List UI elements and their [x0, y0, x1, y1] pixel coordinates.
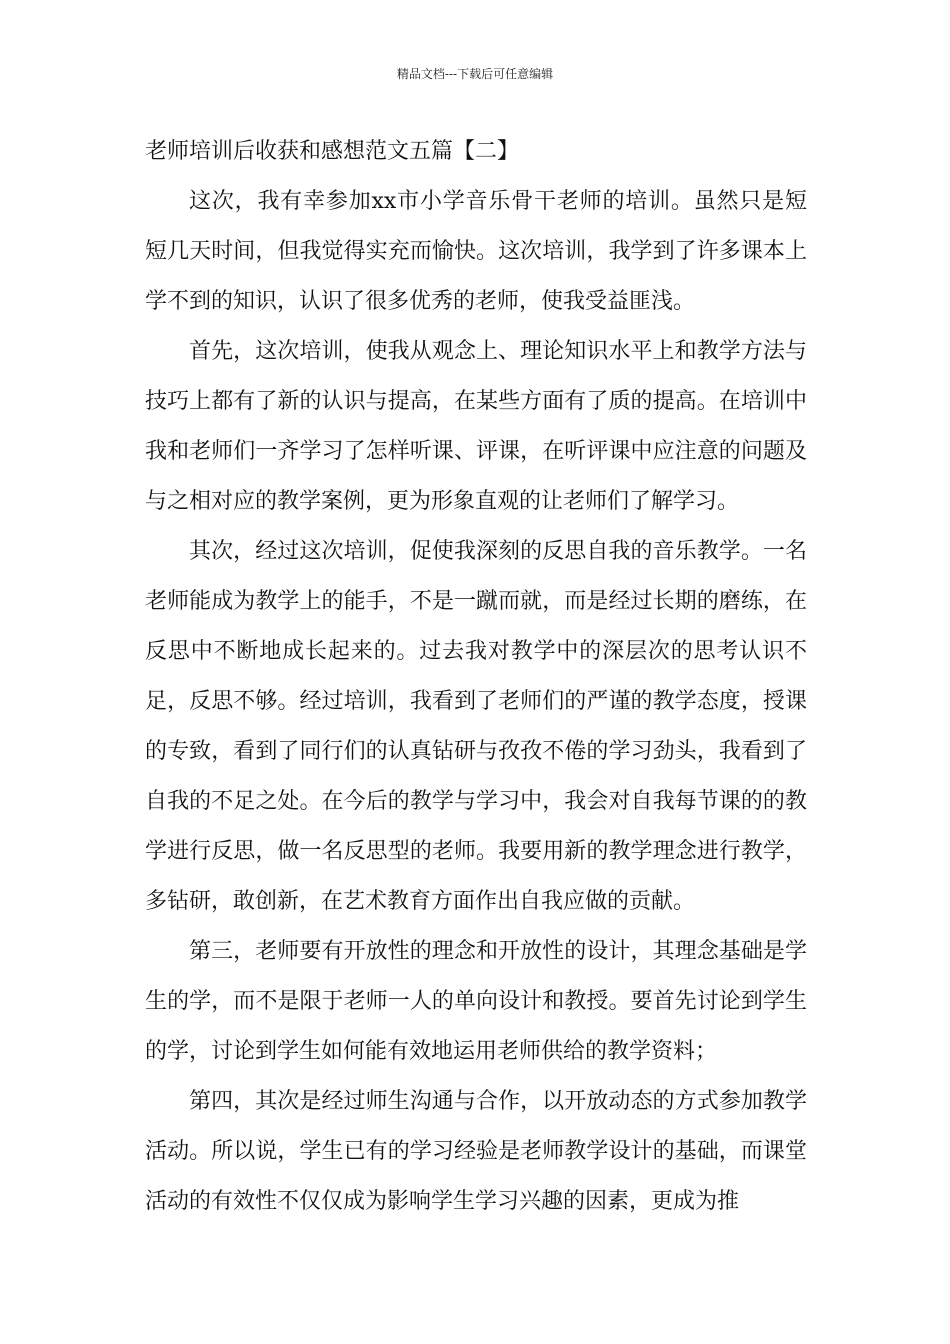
document-title: 老师培训后收获和感想范文五篇【二】	[145, 139, 520, 164]
paragraph-5: 第四，其次是经过师生沟通与合作，以开放动态的方式参加教学活动。所以说，学生已有的学习经验是老师教学设计的基础，而课堂活动的有效性不仅仅成为影响学生学习兴趣的因素，更成为推	[145, 1089, 807, 1214]
paragraph-2: 首先，这次培训，使我从观念上、理论知识水平上和教学方法与技巧上都有了新的认识与提高，在某些方面有了质的提高。在培训中我和老师们一齐学习了怎样听课、评课，在听评课中应注意的问题及与之相对应的教学案例，更为形象直观的让老师们了解学习。	[145, 339, 807, 514]
document-body	[145, 127, 807, 1227]
paragraph-3: 其次，经过这次培训，促使我深刻的反思自我的音乐教学。一名老师能成为教学上的能手，不是一蹴而就，而是经过长期的磨练，在反思中不断地成长起来的。过去我对教学中的深层次的思考认识不足，反思不够。经过培训，我看到了老师们的严谨的教学态度，授课的专致，看到了同行们的认真钻研与孜孜不倦的学习劲头，我看到了自我的不足之处。在今后的教学与学习中，我会对自我每节课的的教学进行反思，做一名反思型的老师。我要用新的教学理念进行教学，多钻研，敢创新，在艺术教育方面作出自我应做的贡献。	[145, 539, 807, 914]
paragraph-1: 这次，我有幸参加xx市小学音乐骨干老师的培训。虽然只是短短几天时间，但我觉得实充而愉快。这次培训，我学到了许多课本上学不到的知识，认识了很多优秀的老师，使我受益匪浅。	[145, 189, 807, 314]
page-header: 精品文档---下载后可任意编辑	[396, 67, 554, 81]
paragraph-4: 第三，老师要有开放性的理念和开放性的设计，其理念基础是学生的学，而不是限于老师一人的单向设计和教授。要首先讨论到学生的学，讨论到学生如何能有效地运用老师供给的教学资料；	[145, 939, 807, 1064]
